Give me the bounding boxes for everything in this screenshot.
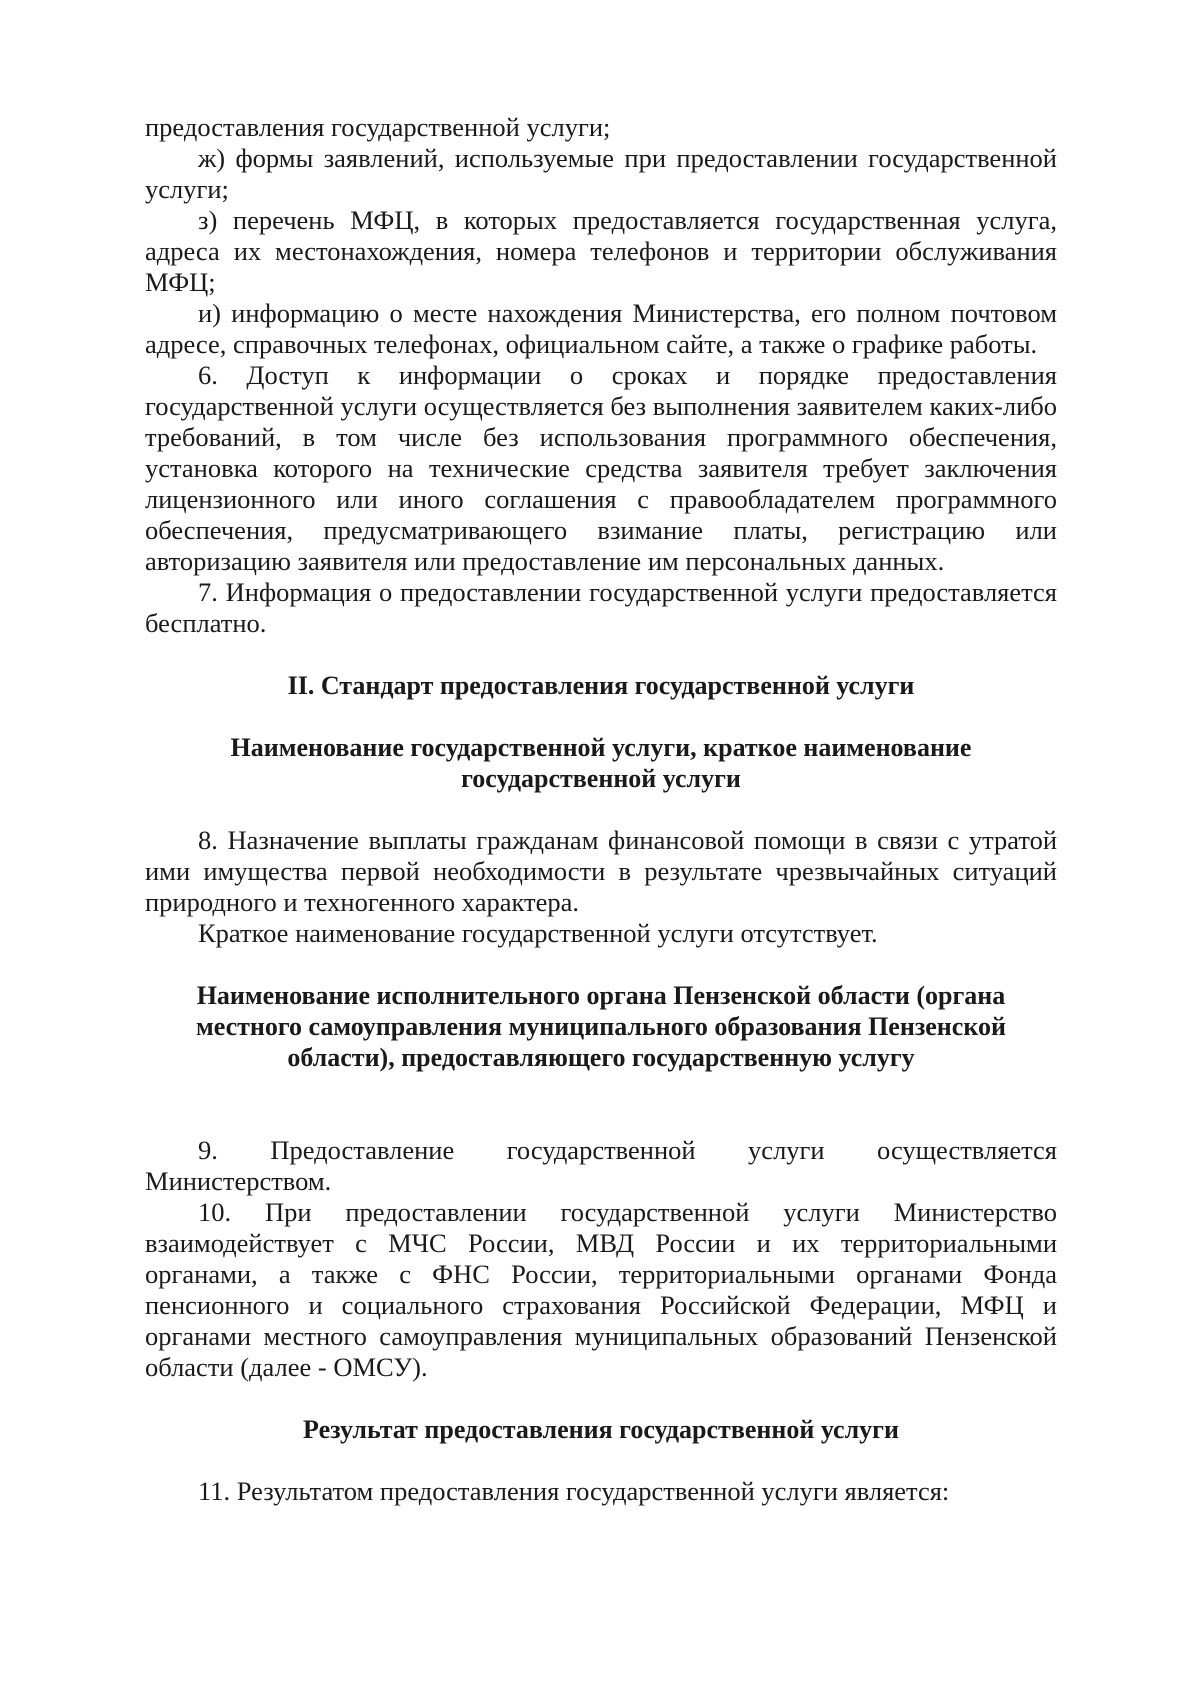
section-heading-ii: II. Стандарт предоставления государственной услуги: [287, 671, 915, 700]
subheading-service-name: Наименование государственной услуги, краткое наименование государственной услуги: [230, 733, 972, 793]
paragraph-item-i: и) информацию о месте нахождения Министерства, его полном почтовом адресе, справочных телефонах, официальном сайте, а также о графике работы.: [145, 298, 1057, 359]
paragraph-11: 11. Результатом предоставления государственной услуги является:: [198, 1476, 950, 1506]
paragraph-9: 9. Предоставление государственной услуги осуществляется Министерством.: [145, 1135, 1057, 1196]
paragraph-6: 6. Доступ к информации о сроках и порядке предоставления государственной услуги осуществляется без выполнения заявителем каких-либо требований, в том числе без использования программного обеспечения, установка которого на технические средства заявителя требует заключения лицензионного или иного соглашения с правообладателем программного обеспечения, предусматривающего взимание платы, регистрацию или авторизацию заявителя или предоставление им персональных данных.: [145, 360, 1057, 576]
paragraph-8: 8. Назначение выплаты гражданам финансовой помощи в связи с утратой ими имущества первой необходимости в результате чрезвычайных ситуаций природного и техногенного характера.: [145, 825, 1057, 917]
paragraph-10: 10. При предоставлении государственной услуги Министерство взаимодействует с МЧС России, МВД России и их территориальными органами, а также с ФНС России, территориальными органами Фонда пенсионного и социального страхования Российской Федерации, МФЦ и органами местного самоуправления муниципальных образований Пензенской области (далее - ОМСУ).: [145, 1197, 1057, 1382]
paragraph-short-name: Краткое наименование государственной услуги отсутствует.: [198, 918, 878, 948]
subheading-result: Результат предоставления государственной услуги: [303, 1415, 899, 1444]
paragraph-continuation: предоставления государственной услуги;: [145, 112, 611, 142]
paragraph-item-zh: ж) формы заявлений, используемые при предоставлении государственной услуги;: [145, 143, 1057, 204]
subheading-executive-body: Наименование исполнительного органа Пензенской области (органа местного самоуправления муниципального образования Пензенской области), предоставляющего государственную услугу: [196, 981, 1006, 1072]
document-page: [145, 112, 1057, 1507]
paragraph-item-z: з) перечень МФЦ, в которых предоставляется государственная услуга, адреса их местонахождения, номера телефонов и территории обслуживания МФЦ;: [145, 205, 1057, 297]
paragraph-7: 7. Информация о предоставлении государственной услуги предоставляется бесплатно.: [145, 577, 1057, 638]
